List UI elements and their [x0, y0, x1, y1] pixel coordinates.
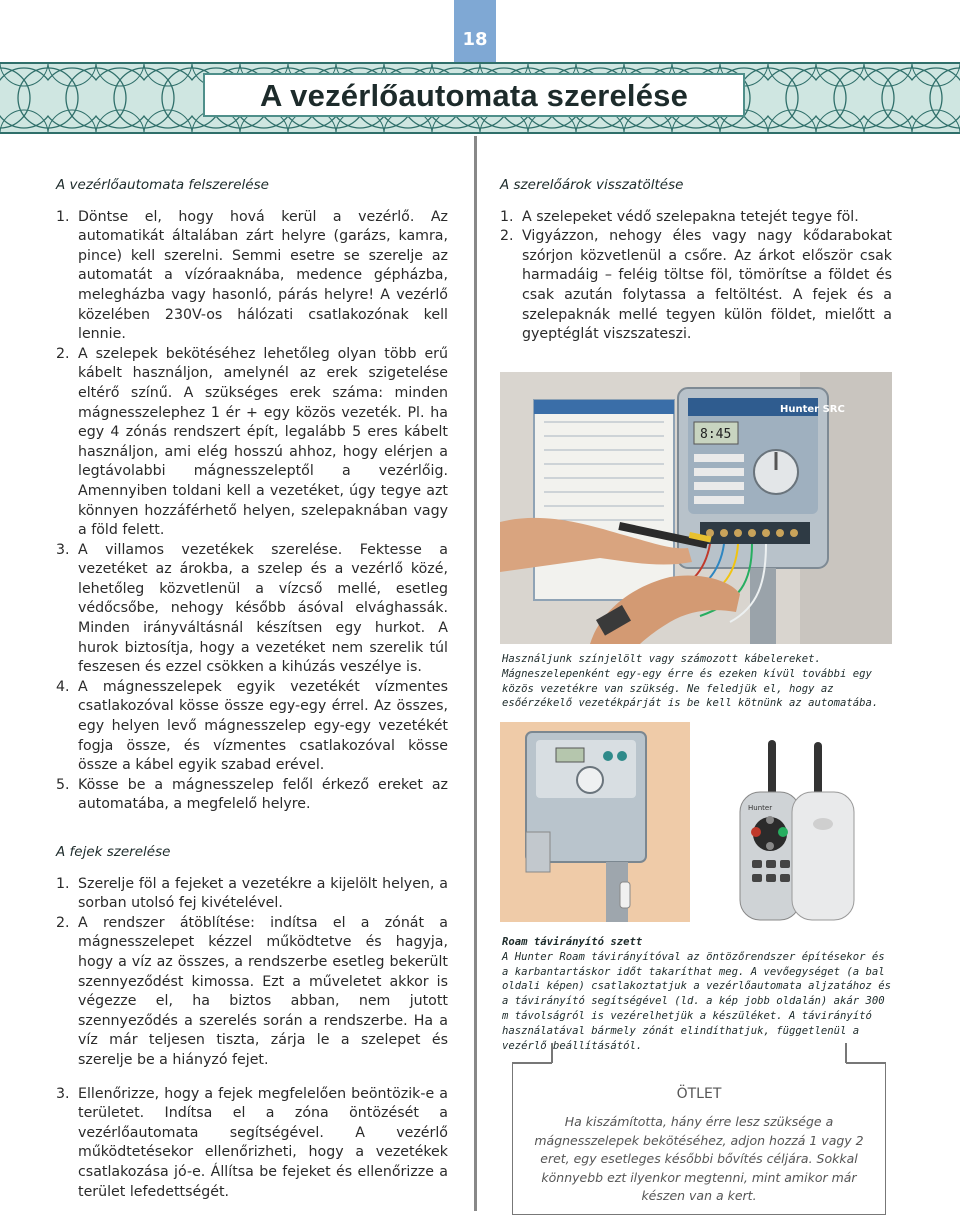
controller-wiring-photo: [500, 372, 892, 644]
item-text: A villamos vezetékek szerelése. Fektesse a vezetéket az árokba, a szelep és a vezérlő közé, lehetőleg közvetlenül a vízcső mellé, esetleg védőcsőbe, nehogy később ásóval elvághassák. Minden irányváltásnál készítsen egy hurkot. A hurok biztosítja, hogy a vezetéket nem szerelik túl feszesen és ezzel csökken a kihúzás veszélye is.: [78, 541, 448, 676]
item-number: 2.: [56, 914, 70, 931]
item-number: 1.: [56, 875, 70, 892]
list-item: [56, 541, 448, 678]
right-column: [500, 176, 892, 357]
trench-backfill-list: [500, 208, 892, 345]
list-item: [500, 227, 892, 345]
list-item: [56, 914, 448, 1071]
item-text: A szelepek bekötéséhez lehetőleg olyan több erű kábelt használjon, amelynél az erek szigetelése eltérő színű. A szükséges erek száma: minden mágnesszelephez 1 ér + egy közös vezeték. Pl. ha egy 4 zónás rendszert épít, legalább 5 eres kábelt használjon, ami elég hosszú ahhoz, hogy elérjen a legtávolabbi mágnesszeleptől a vezérlőig. Amennyiben toldani kell a vezetéket, úgy tegye azt könnyen hozzáférhető helyen, szelepaknában vagy a föld felett.: [78, 345, 448, 539]
left-column: [56, 176, 448, 1214]
item-number: 4.: [56, 678, 70, 695]
list-item: [56, 875, 448, 914]
list-item: [500, 208, 892, 228]
controller-brand-label: Hunter SRC: [780, 404, 845, 415]
controller-display: 8:45: [700, 427, 732, 442]
item-text: Kösse be a mágnesszelep felől érkező ereket az automatába, a megfelelő helyre.: [78, 776, 448, 813]
receiver-photo: [500, 722, 690, 922]
item-number: 3.: [56, 541, 70, 558]
tip-box: [512, 1043, 886, 1215]
page-number-badge: 18: [454, 0, 496, 62]
item-number: 3.: [56, 1085, 70, 1102]
remote-brand-label: Hunter: [748, 804, 773, 812]
page-title: A vezérlőautomata szerelése: [259, 78, 689, 113]
item-text: Döntse el, hogy hová kerül a vezérlő. Az automatikát általában zárt helyre (garázs, kamra, pince) kell szerelni. Semmi esetre se szerelje az automatát a vízóraaknába, medence gépházba, melegházba vagy hasonló, párás helyre! A vezérlő közelében 230V-os hálózati csatlakozónak kell lennie.: [78, 208, 448, 343]
section-title-controller-mounting: A vezérlőautomata felszerelése: [56, 177, 269, 193]
item-text: Vigyázzon, nehogy éles vagy nagy kődarabokat szórjon közvetlenül a csőre. Az árkot először csak harmadáig – feléig töltse föl, tömörítse a földet és csak azután folytassa a feltöltést. A fejek és a szelepaknák mellé tegyen külön földet, mielőtt a gyeptéglát viszszateszi.: [522, 228, 892, 343]
tip-text: Ha kiszámította, hány érre lesz szüksége a mágnesszelepek bekötéséhez, adjon hozzá 1 vagy 2 eret, egy esetleges későbbi bővítés céljára. Sokkal könnyebb ezt ilyenkor megtenni, mint amikor már készen van a kert.: [534, 1114, 864, 1203]
section-title-trench-backfill: A szerelőárok visszatöltése: [500, 177, 684, 193]
remote-photo-caption: [502, 935, 892, 1053]
title-box: [203, 73, 745, 117]
item-text: Szerelje föl a fejeket a vezetékre a kijelölt helyen, a sorban utolsó fej kivételével.: [78, 875, 448, 912]
item-number: 2.: [56, 345, 70, 362]
section-title-heads-mounting: A fejek szerelése: [56, 844, 171, 860]
item-number: 1.: [500, 208, 514, 225]
remote-illustration: [710, 722, 892, 922]
remote-caption-title: Roam távirányító szett: [502, 936, 643, 948]
list-item: [56, 1085, 448, 1203]
list-item: [56, 208, 448, 345]
item-number: 5.: [56, 776, 70, 793]
item-text: A szelepeket védő szelepakna tetejét tegye föl.: [522, 208, 859, 225]
item-text: A rendszer átöblítése: indítsa el a zónát a mágnesszelepet kézzel működtetve és hagyja, hogy a víz az összes, a rendszerbe esetleg bekerült szennyeződést kimossa. Ezt a műveletet akkor is végezze el, ha biztos abban, nem jutott szennyeződés a szerelés során a rendszerbe. Ha a víz már teljesen tiszta, zárja le a szelepet és szerelje be a hiányzó fejet.: [78, 914, 448, 1068]
controller-mounting-list: [56, 208, 448, 815]
item-number: 2.: [500, 228, 514, 245]
item-text: Ellenőrizze, hogy a fejek megfelelően beöntözik-e a területet. Indítsa el a zóna öntözését a vezérlőautomata segítségével. A vezérlő működtetésekor ellenőrizheti, hogy a vezetékek csatlakozása jó-e. Állítsa be fejeket és ellenőrizze a terület lefedettségét.: [78, 1085, 448, 1200]
spacer: [56, 827, 448, 843]
remote-photo: [710, 722, 892, 922]
list-item: [56, 678, 448, 776]
heads-mounting-list: [56, 875, 448, 1203]
column-divider: [474, 136, 477, 1211]
receiver-illustration: [500, 722, 690, 922]
item-number: 1.: [56, 208, 70, 225]
remote-caption-text: A Hunter Roam távirányítóval az öntözőrendszer építésekor és a karbantartáskor időt takaríthat meg. A vevőegységet (a bal oldali képen) csatlakoztatjuk a vezérlőautomata aljzatához és a távirányító segítségével (ld. a kép jobb oldalán) akár 300 m távolságról is vezérelhetjük a készüléket. A távirányító használatával bármely zónát elindíthatjuk, függetlenül a vezérlő beállításától.: [502, 950, 892, 1052]
tip-title: ÖTLET: [676, 1086, 722, 1102]
list-item: [56, 776, 448, 815]
wiring-photo-caption: Használjunk színjelölt vagy számozott kábelereket. Mágneszelepenként egy-egy érre és ezeken kívül további egy közös vezetékre van szükség. Ne feledjük el, hogy az esőérzékelő vezetékpárját is be kell kötnünk az automatába.: [502, 653, 879, 710]
controller-wiring-illustration: [500, 372, 892, 644]
item-text: A mágnesszelepek egyik vezetékét vízmentes csatlakozóval kösse össze egy-egy érrel. Az összes, egy helyen levő mágnesszelep egy-egy vezetékét fogja össze, és vízmentes csatlakozóval kösse össze a kábel egyik szabad erével.: [78, 678, 448, 774]
list-item: [56, 345, 448, 541]
